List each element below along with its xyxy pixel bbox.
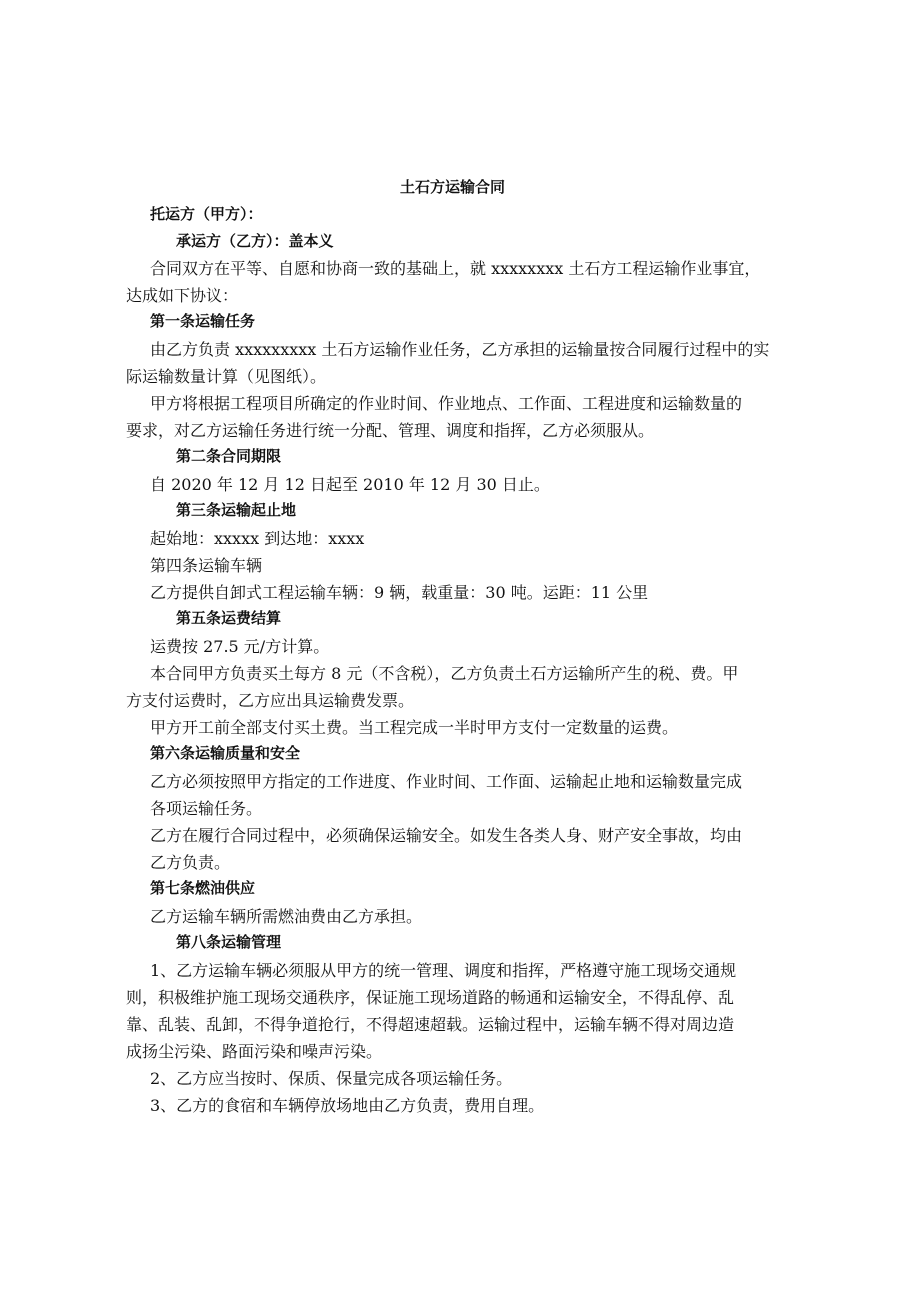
article-8-item-1-line-2: 则，积极维护施工现场交通秩序，保证施工现场道路的畅通和运输安全，不得乱停、乱 — [126, 988, 735, 1007]
article-2-text: 自 2020 年 12 月 12 日起至 2010 年 12 月 30 日止。 — [150, 475, 550, 494]
article-1-heading: 第一条运输任务 — [150, 312, 256, 330]
article-4-heading: 第四条运输车辆 — [150, 556, 263, 575]
article-1-para-2-line-2: 要求，对乙方运输任务进行统一分配、管理、调度和指挥，乙方必须服从。 — [126, 421, 655, 440]
article-6-para-2-line-1: 乙方在履行合同过程中，必须确保运输安全。如发生各类人身、财产安全事故，均由 — [150, 826, 743, 845]
article-5-para-3: 甲方开工前全部支付买土费。当工程完成一半时甲方支付一定数量的运费。 — [150, 718, 679, 737]
article-7-text: 乙方运输车辆所需燃油费由乙方承担。 — [150, 907, 423, 926]
article-6-heading: 第六条运输质量和安全 — [150, 744, 301, 762]
article-8-heading: 第八条运输管理 — [176, 933, 282, 951]
article-5-para-1: 运费按 27.5 元/方计算。 — [150, 637, 330, 656]
article-1-para-1-line-2: 际运输数量计算（见图纸）。 — [126, 367, 327, 386]
party-b-line: 承运方（乙方）：盖本义 — [176, 232, 334, 250]
article-8-item-1-line-4: 成扬尘污染、路面污染和噪声污染。 — [126, 1042, 383, 1061]
article-8-item-3: 3、乙方的食宿和车辆停放场地由乙方负责，费用自理。 — [150, 1096, 545, 1115]
document-title: 土石方运输合同 — [400, 178, 506, 196]
article-3-heading: 第三条运输起止地 — [176, 501, 297, 519]
article-8-item-2: 2、乙方应当按时、保质、保量完成各项运输任务。 — [150, 1069, 513, 1088]
article-3-text: 起始地：xxxxx 到达地：xxxx — [150, 529, 365, 548]
article-5-heading: 第五条运费结算 — [176, 609, 282, 627]
party-a-line: 托运方（甲方）： — [150, 205, 263, 223]
article-6-para-1-line-2: 各项运输任务。 — [150, 799, 263, 818]
article-5-para-2-line-1: 本合同甲方负责买土每方 8 元（不含税），乙方负责土石方运输所产生的税、费。甲 — [150, 664, 739, 683]
article-7-heading: 第七条燃油供应 — [150, 879, 256, 897]
article-1-para-1-line-1: 由乙方负责 xxxxxxxxx 土石方运输作业任务，乙方承担的运输量按合同履行过程中的实 — [150, 340, 770, 359]
article-6-para-1-line-1: 乙方必须按照甲方指定的工作进度、作业时间、工作面、运输起止地和运输数量完成 — [150, 772, 743, 791]
intro-line-1: 合同双方在平等、自愿和协商一致的基础上，就 xxxxxxxx 土石方工程运输作业事宜， — [150, 259, 761, 278]
article-2-heading: 第二条合同期限 — [176, 447, 282, 465]
article-1-para-2-line-1: 甲方将根据工程项目所确定的作业时间、作业地点、工作面、工程进度和运输数量的 — [150, 394, 743, 413]
article-8-item-1-line-3: 靠、乱装、乱卸，不得争道抢行，不得超速超载。运输过程中，运输车辆不得对周边造 — [126, 1015, 735, 1034]
article-5-para-2-line-2: 方支付运费时，乙方应出具运输费发票。 — [126, 691, 415, 710]
article-6-para-2-line-2: 乙方负责。 — [150, 853, 231, 872]
article-4-text: 乙方提供自卸式工程运输车辆：9 辆，载重量：30 吨。运距：11 公里 — [150, 583, 649, 602]
intro-line-2: 达成如下协议： — [126, 286, 239, 305]
article-8-item-1-line-1: 1、乙方运输车辆必须服从甲方的统一管理、调度和指挥，严格遵守施工现场交通规 — [150, 961, 737, 980]
